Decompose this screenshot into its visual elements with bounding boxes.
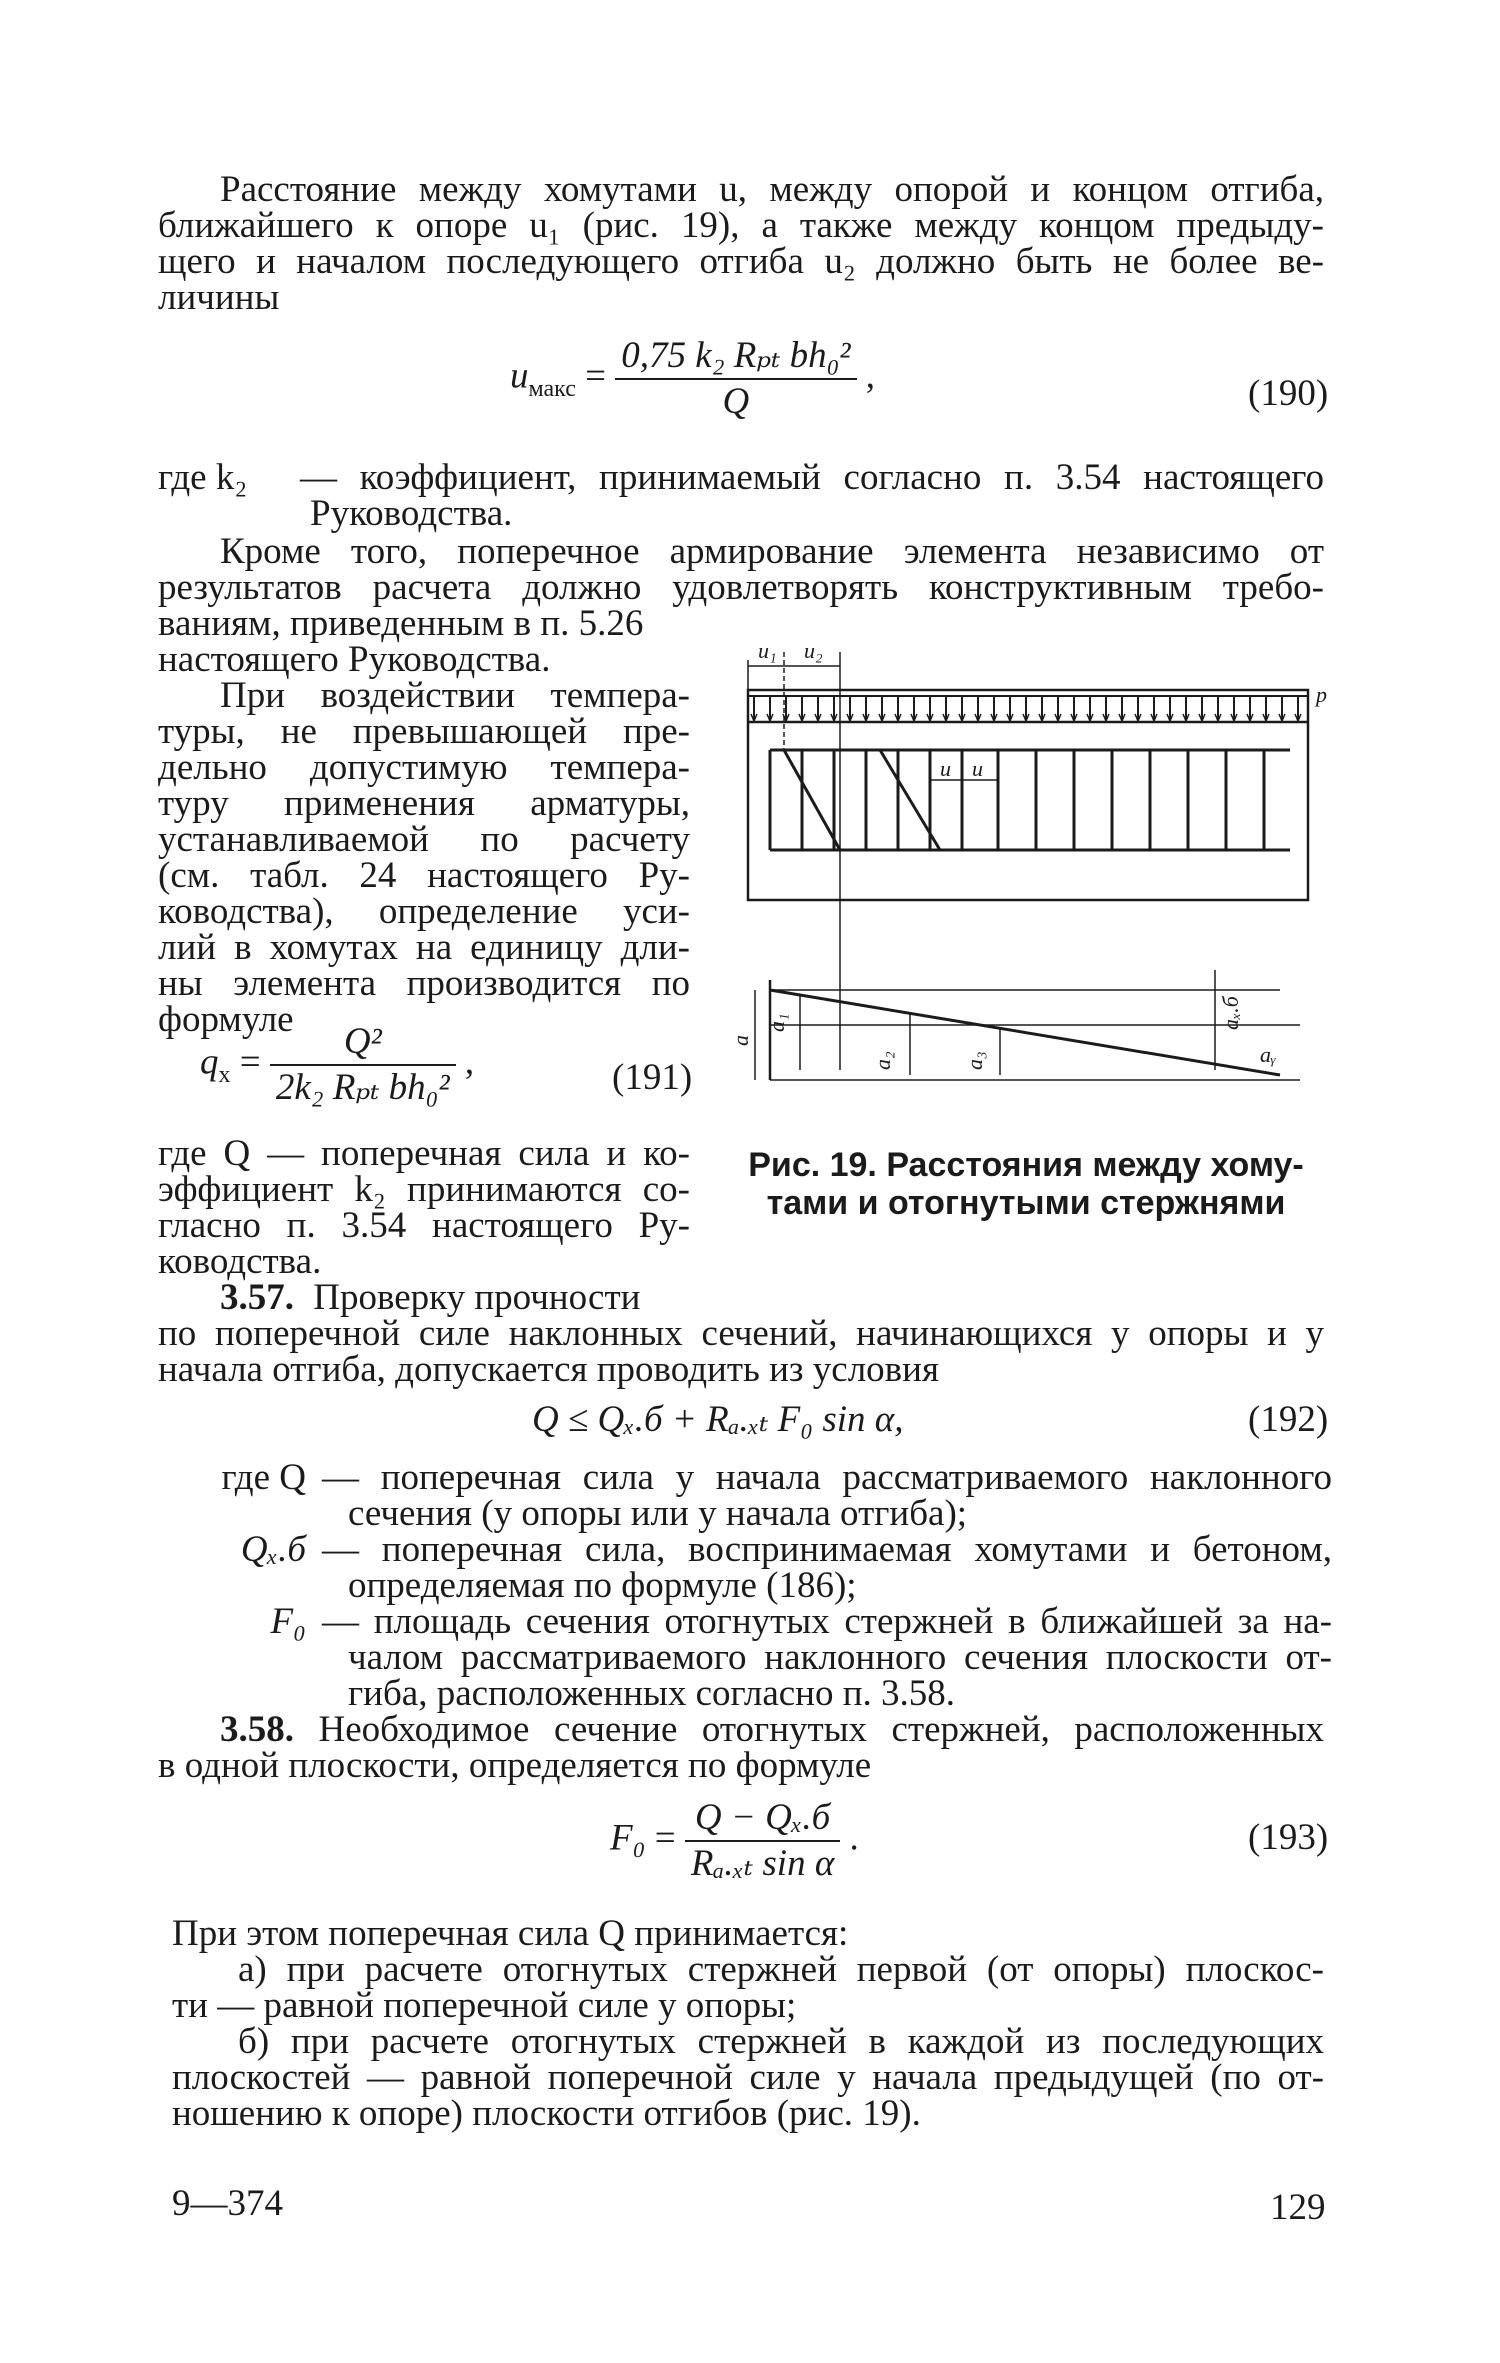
figure-caption bbox=[746, 1146, 1306, 1222]
figure-19-diagram bbox=[728, 630, 1340, 1110]
fraction bbox=[270, 1021, 456, 1108]
text-line: гиба, расположенных согласно п. 3.58. bbox=[348, 1673, 956, 1714]
text-line: настоящего Руководства. bbox=[158, 639, 551, 680]
text-line: по поперечной силе наклонных сечений, начинающихся у опоры и у bbox=[158, 1313, 1324, 1354]
fraction-denominator: Rₐ.ₓₜ sin α bbox=[690, 1843, 835, 1884]
label-a3: a₃ bbox=[962, 1051, 987, 1070]
text-line: Необходимое сечение отогнутых стержней, расположенных bbox=[318, 1709, 1325, 1750]
fraction bbox=[685, 1797, 840, 1884]
label-p: p bbox=[1316, 682, 1327, 707]
text-line: Расстояние между хомутами u, между опорой и концом отгиба, bbox=[220, 169, 1324, 210]
equation-number: (192) bbox=[1248, 1399, 1329, 1440]
text-line: При этом поперечная сила Q принимается: bbox=[172, 1913, 849, 1954]
text-line: ношению к опоре) плоскости отгибов (рис. 19). bbox=[172, 2093, 921, 2134]
label-a: a bbox=[728, 1035, 753, 1046]
label-a2: a₂ bbox=[870, 1051, 895, 1070]
definition-body bbox=[322, 1457, 1332, 1534]
fraction-denominator: Q bbox=[722, 381, 750, 422]
label-u2: u₂ bbox=[804, 638, 823, 663]
eq-lhs: u bbox=[510, 355, 529, 397]
text-line: ваниям, приведенным в п. 5.26 bbox=[158, 603, 644, 644]
text-line: формуле bbox=[158, 999, 294, 1040]
text-line: плоскостей — равной поперечной силе у начала предыдущей (по от- bbox=[172, 2057, 1324, 2098]
eq-lhs-sub: x bbox=[218, 1061, 231, 1088]
text-line: туру применения арматуры, bbox=[158, 783, 690, 824]
text-line: лий в хомутах на единицу дли- bbox=[158, 927, 690, 968]
text-line: устанавливаемой по расчету bbox=[158, 819, 690, 860]
shear-diagram-line bbox=[770, 990, 1280, 1075]
fraction-numerator: Q − Qₓ.б bbox=[685, 1800, 840, 1842]
equation-number: (193) bbox=[1248, 1817, 1329, 1858]
text-line: ководства. bbox=[158, 1241, 322, 1282]
text-line: чалом рассматриваемого наклонного сечения плоскости от- bbox=[348, 1637, 1332, 1678]
page-number: 129 bbox=[1270, 2187, 1326, 2228]
caption-line: тами и отогнутыми стержнями bbox=[766, 1184, 1286, 1222]
text-line: в одной плоскости, определяется по формуле bbox=[158, 1745, 872, 1786]
label-u1: u₁ bbox=[758, 638, 777, 663]
signature-mark: 9—374 bbox=[172, 2183, 283, 2224]
text-line: ководства), определение уси- bbox=[158, 891, 690, 932]
label-axb: aₓ.б bbox=[1218, 996, 1243, 1030]
fraction bbox=[615, 335, 856, 422]
caption-line: Рис. 19. Расстояния между хому- bbox=[748, 1146, 1304, 1184]
text-line: дельно допустимую темпера- bbox=[158, 747, 690, 788]
text-line: щего и началом последующего отгиба u₂ должно быть не более ве- bbox=[158, 241, 1324, 282]
text-line: ны элемента производится по bbox=[158, 963, 690, 1004]
text-line: — поперечная сила у начала рассматриваемого наклонного bbox=[322, 1457, 1332, 1498]
text-line: где Q — поперечная сила и ко- bbox=[158, 1133, 690, 1174]
definition-body bbox=[322, 1529, 1332, 1606]
text-line: — поперечная сила, воспринимаемая хомутами и бетоном, bbox=[322, 1529, 1332, 1570]
stirrups bbox=[770, 750, 1264, 850]
bent-bars bbox=[784, 750, 940, 850]
where-definition-cont: Руководства. bbox=[310, 493, 513, 534]
paragraph-spacing-intro bbox=[158, 169, 1324, 210]
eq-tail: . bbox=[849, 1817, 859, 1859]
text-line: — площадь сечения отогнутых стержней в ближайшей за на- bbox=[322, 1601, 1332, 1642]
where-191 bbox=[158, 1133, 690, 1282]
text-line: результатов расчета должно удовлетворять конструктивным требо- bbox=[158, 567, 1324, 608]
text-line: ти — равной поперечной силе у опоры; bbox=[172, 1985, 797, 2026]
equation-193: F₀ = $\frac{\text{Q − Qₓ.б}}{\text{Rₐ.ₓₜ sin α}}$ . bbox=[610, 1797, 859, 1884]
fraction-numerator: Q² bbox=[270, 1024, 456, 1066]
definition-term: Qₓ.б bbox=[240, 1529, 306, 1570]
label-u: u bbox=[940, 756, 951, 781]
equation-number: (191) bbox=[612, 1057, 693, 1098]
section-358-heading-line bbox=[220, 1709, 1325, 1750]
text-line: туры, не превышающей пре- bbox=[158, 711, 690, 752]
where-lead: где k₂ bbox=[158, 457, 248, 498]
text-line: Проверку прочности bbox=[313, 1277, 641, 1318]
text-line: гласно п. 3.54 настоящего Ру- bbox=[158, 1205, 690, 1246]
paragraph-temperature bbox=[158, 675, 690, 1040]
text-line: При воздействии темпера- bbox=[220, 675, 690, 716]
label-a1: a₁ bbox=[764, 1013, 789, 1032]
text-line: б) при расчете отогнутых стержней в каждой из последующих bbox=[238, 2021, 1324, 2062]
text-line: Кроме того, поперечное армирование элемента независимо от bbox=[220, 531, 1324, 572]
section-number: 3.57. bbox=[220, 1277, 294, 1318]
fraction-numerator: 0,75 k₂ Rₚₜ bh₀² bbox=[615, 338, 856, 380]
equation-192: Q ≤ Qₓ.б + Rₐ.ₓₜ F₀ sin α, bbox=[532, 1399, 904, 1440]
text-line: эффициент k₂ принимаются со- bbox=[158, 1169, 690, 1210]
eq-lhs: F₀ bbox=[610, 1817, 646, 1859]
eq-lhs: q bbox=[200, 1041, 219, 1083]
text-line: ближайшего к опоре u₁ (рис. 19), а также между концом предыду- bbox=[158, 205, 1324, 246]
section-357-heading-line bbox=[220, 1277, 690, 1318]
text-line: а) при расчете отогнутых стержней первой (от опоры) плоскос- bbox=[238, 1949, 1324, 1990]
text-line: (см. табл. 24 настоящего Ру- bbox=[158, 855, 690, 896]
eq-tail: , bbox=[464, 1041, 475, 1083]
equation-190: $u_{макс}$ = $\frac{\text{0,75 k₂ Rₚₜ bh₀²}}{Q}$ , bbox=[510, 335, 876, 422]
section-number: 3.58. bbox=[220, 1709, 294, 1750]
eq-lhs-sub: макс bbox=[528, 375, 576, 402]
fraction-denominator: 2k₂ Rₚₜ bh₀² bbox=[275, 1067, 450, 1108]
label-ay: aᵧ bbox=[1260, 1042, 1277, 1067]
label-u: u bbox=[972, 756, 983, 781]
eq-tail: , bbox=[865, 355, 876, 397]
definition-body bbox=[322, 1601, 1332, 1714]
definition-term: где Q bbox=[221, 1457, 306, 1498]
where-definition: — коэффициент, принимаемый согласно п. 3.54 настоящего bbox=[300, 457, 1324, 498]
equation-191: $q_x$ = $\frac{\text{Q²}}{\text{2k₂ Rₚₜ bh₀²}}$ , bbox=[200, 1021, 475, 1108]
text-line: определяемая по формуле (186); bbox=[348, 1565, 857, 1606]
text-line: сечения (у опоры или у начала отгиба); bbox=[348, 1493, 968, 1534]
text-line: начала отгиба, допускается проводить из условия bbox=[158, 1349, 939, 1390]
definition-term: F₀ bbox=[270, 1601, 306, 1642]
equation-number: (190) bbox=[1248, 373, 1329, 414]
text-line: личины bbox=[158, 277, 280, 318]
